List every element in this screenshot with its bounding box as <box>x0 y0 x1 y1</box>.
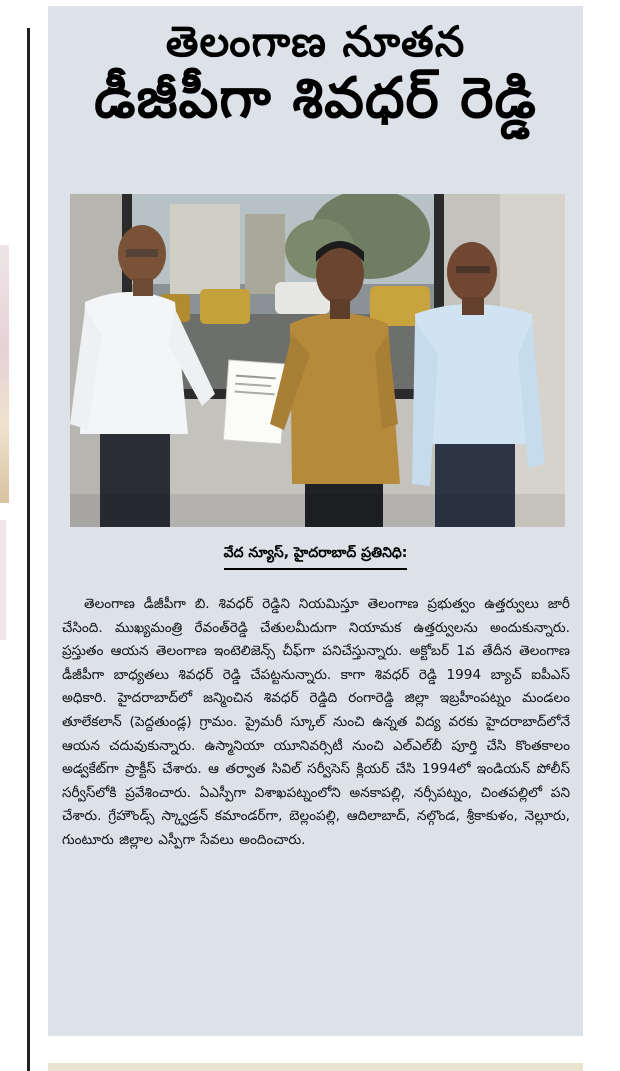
byline-text: వేద న్యూస్, హైదరాబాద్ ప్రతినిధి: <box>224 545 408 570</box>
news-photo <box>70 194 565 527</box>
article-body: తెలంగాణ డీజీపీగా బి. శివధర్ రెడ్డిని నియమిస్తూ తెలంగాణ ప్రభుత్వం ఉత్తర్వులు జారీ చేసింది. ముఖ్యమంత్రి రేవంత్‌రెడ్డి చేతులమీదుగా నియామక ఉత్తర్వులను అందుకున్నారు. ప్రస్తుతం ఆయన తెలంగాణ ఇంటెలిజెన్స్ చీఫ్‌గా పనిచేస్తున్నారు. అక్టోబర్ 1వ తేదీన తెలంగాణ డీజీపీగా బాధ్యతలు శివధర్ రెడ్డి చేపట్టనున్నారు. కాగా శివధర్ రెడ్డి 1994 బ్యాచ్ ఐపీఎస్ అధికారి. హైదరాబాద్‌లో జన్మించిన శివధర్ రెడ్డిది రంగారెడ్డి జిల్లా ఇబ్రహీంపట్నం మండలం తూలేకలాన్ (పెద్దతుండ్ల) గ్రామం. ప్రైమరీ స్కూల్ నుంచి ఉన్నత విద్య వరకు హైదరాబాద్‌లోనే ఆయన చదువుకున్నారు. ఉస్మానియా యూనివర్సిటీ నుంచి ఎల్ఎల్‌బీ పూర్తి చేసి కొంతకాలం అడ్వకేట్‌గా ప్రాక్టీస్ చేశారు. ఆ తర్వాత సివిల్ సర్వీసెస్ క్లియర్ చేసి 1994లో ఇండియన్ పోలీస్ సర్వీస్‌లోకి ప్రవేశించారు. ఏఎస్పీగా విశాఖపట్నంలోని అనకాపల్లి, నర్సీపట్నం, చింతపల్లిలో పని చేశారు. గ్రేహౌండ్స్ స్క్వాడ్రన్ కమాండర్‌గా, బెల్లంపల్లి, ఆదిలాబాద్, నల్గొండ, శ్రీకాకుళం, నెల్లూరు, గుంటూరు జిల్లాల ఎస్పీగా సేవలు అందించారు. <box>62 596 570 848</box>
byline <box>48 542 583 570</box>
adjacent-column-edge <box>0 520 6 640</box>
next-article-edge <box>48 1063 583 1071</box>
headline-line-2: డీజీపీగా శివధర్ రెడ్డి <box>94 66 537 131</box>
photo-illustration <box>70 194 565 527</box>
column-divider-line <box>27 28 30 1071</box>
headline <box>48 18 583 132</box>
adjacent-column-image-edge <box>0 245 9 503</box>
news-article <box>48 6 583 1036</box>
headline-line-1: తెలంగాణ నూతన <box>165 17 466 66</box>
